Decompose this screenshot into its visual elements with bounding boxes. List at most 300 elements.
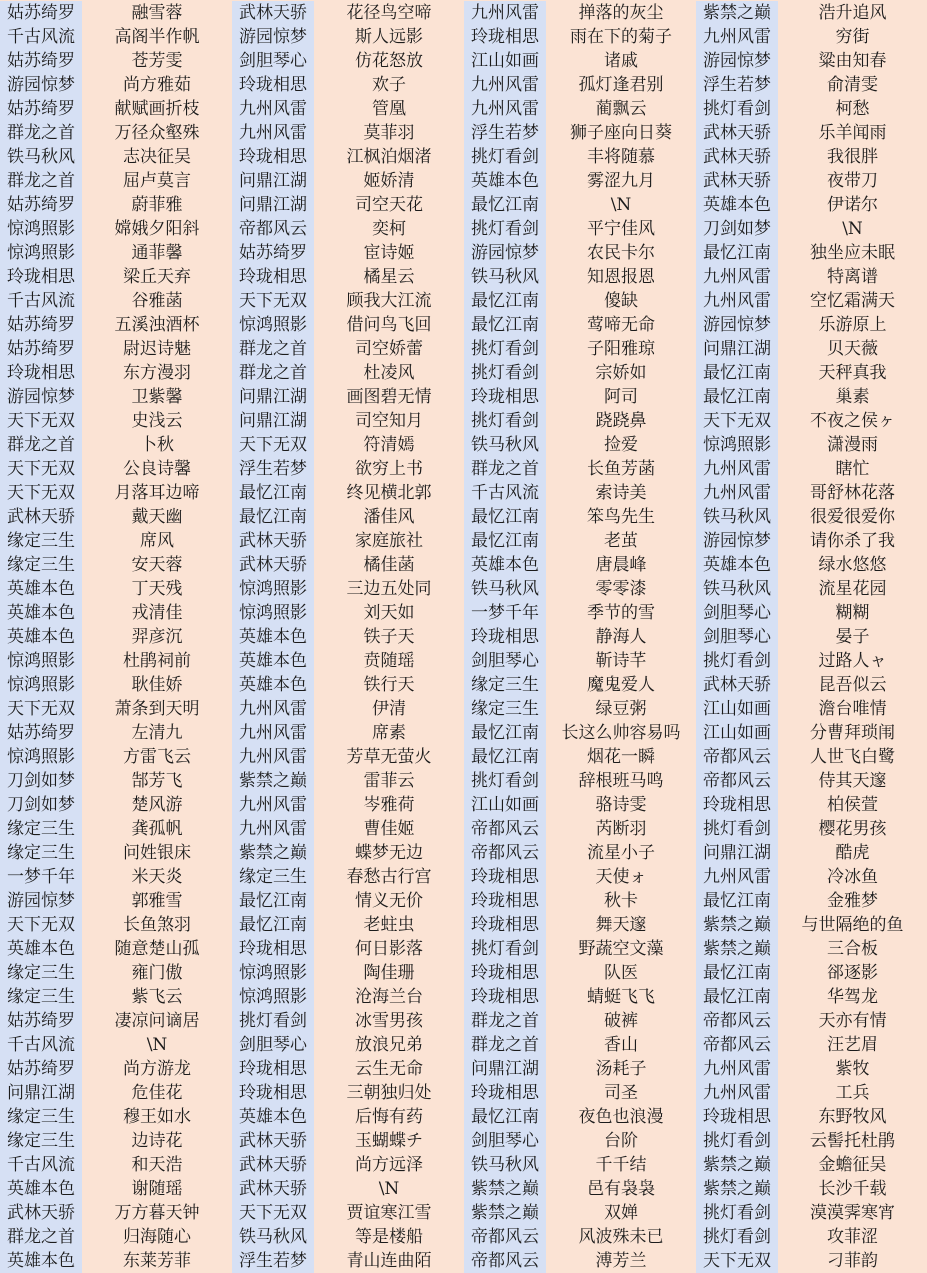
server-name-cell: 英雄本色: [0, 1249, 82, 1273]
server-name-cell: 刀剑如梦: [0, 793, 82, 817]
server-name-cell: 惊鸿照影: [232, 313, 314, 337]
server-name-cell: 玲珑相思: [232, 145, 314, 169]
role-name-cell: 老蛀虫: [314, 913, 464, 937]
server-name-cell: 铁马秋风: [464, 577, 546, 601]
server-name-cell: 问鼎江湖: [232, 169, 314, 193]
role-name-cell: 席风: [82, 529, 232, 553]
server-name-cell: 玲珑相思: [696, 793, 778, 817]
role-name-cell: 卫紫馨: [82, 385, 232, 409]
role-name-cell: 潇漫雨: [778, 433, 927, 457]
server-name-cell: 最忆江南: [232, 889, 314, 913]
server-name-cell: 缘定三生: [0, 817, 82, 841]
server-name-cell: 玲珑相思: [464, 961, 546, 985]
role-name-cell: 晏子: [778, 625, 927, 649]
server-name-cell: 九州风雷: [232, 697, 314, 721]
role-name-cell: 高阁半作帆: [82, 25, 232, 49]
server-name-cell: 武林天骄: [232, 1, 314, 25]
server-name-cell: 武林天骄: [696, 121, 778, 145]
server-name-cell: 紫禁之巅: [464, 1177, 546, 1201]
server-name-cell: 江山如画: [696, 721, 778, 745]
server-name-cell: 惊鸿照影: [0, 649, 82, 673]
server-name-cell: 游园惊梦: [0, 889, 82, 913]
role-name-cell: 公良诗馨: [82, 457, 232, 481]
role-name-cell: 冰雪男孩: [314, 1009, 464, 1033]
server-name-cell: 挑灯看剑: [696, 97, 778, 121]
server-name-cell: 九州风雷: [232, 745, 314, 769]
server-name-cell: 玲珑相思: [464, 1081, 546, 1105]
server-name-cell: 挑灯看剑: [464, 769, 546, 793]
role-name-cell: 龚孤帆: [82, 817, 232, 841]
server-name-cell: 九州风雷: [696, 25, 778, 49]
server-name-cell: 姑苏绮罗: [0, 1, 82, 25]
server-name-cell: 玲珑相思: [464, 25, 546, 49]
role-name-cell: 雍门傲: [82, 961, 232, 985]
role-name-cell: \N: [778, 217, 927, 241]
server-name-cell: 玲珑相思: [0, 265, 82, 289]
role-name-cell: 志决征吴: [82, 145, 232, 169]
server-name-cell: 姑苏绮罗: [0, 337, 82, 361]
role-name-cell: 万方暮天钟: [82, 1201, 232, 1225]
role-name-cell: 紫牧: [778, 1057, 927, 1081]
role-name-cell: 紫飞云: [82, 985, 232, 1009]
role-name-cell: 米天炎: [82, 865, 232, 889]
role-name-cell: 穆王如水: [82, 1105, 232, 1129]
server-name-cell: 惊鸿照影: [232, 961, 314, 985]
server-name-cell: 帝都风云: [696, 1009, 778, 1033]
server-name-cell: 挑灯看剑: [696, 1129, 778, 1153]
role-name-cell: 等是楼船: [314, 1225, 464, 1249]
server-name-cell: 天下无双: [0, 481, 82, 505]
server-name-cell: 玲珑相思: [232, 265, 314, 289]
server-name-cell: 挑灯看剑: [464, 409, 546, 433]
role-name-cell: 长沙千载: [778, 1177, 927, 1201]
server-name-cell: 江山如画: [464, 793, 546, 817]
server-name-cell: 铁马秋风: [464, 1153, 546, 1177]
role-name-cell: 金雅梦: [778, 889, 927, 913]
role-name-cell: 攻菲涩: [778, 1225, 927, 1249]
server-name-cell: 英雄本色: [696, 553, 778, 577]
server-name-cell: 群龙之首: [0, 433, 82, 457]
role-name-cell: 仿花怒放: [314, 49, 464, 73]
role-name-cell: 雷菲云: [314, 769, 464, 793]
role-name-cell: 靳诗芊: [546, 649, 696, 673]
server-name-cell: 天下无双: [0, 409, 82, 433]
role-name-cell: 伊诺尔: [778, 193, 927, 217]
role-name-cell: 溥芳兰: [546, 1249, 696, 1273]
role-name-cell: 与世隔绝的鱼: [778, 913, 927, 937]
server-name-cell: 缘定三生: [0, 985, 82, 1009]
server-name-cell: 惊鸿照影: [232, 601, 314, 625]
role-name-cell: 郤逐影: [778, 961, 927, 985]
server-name-cell: 玲珑相思: [0, 361, 82, 385]
role-name-cell: 野蔬空文藻: [546, 937, 696, 961]
role-name-cell: 屈卢莫言: [82, 169, 232, 193]
server-name-cell: 剑胆琴心: [232, 1033, 314, 1057]
server-name-cell: 群龙之首: [232, 337, 314, 361]
server-name-cell: 惊鸿照影: [696, 433, 778, 457]
server-name-cell: 游园惊梦: [696, 529, 778, 553]
role-name-cell: 刁菲韵: [778, 1249, 927, 1273]
server-name-cell: 缘定三生: [464, 697, 546, 721]
server-name-cell: 玲珑相思: [464, 385, 546, 409]
role-name-cell: 独坐应未眠: [778, 241, 927, 265]
role-name-cell: 秋卡: [546, 889, 696, 913]
server-name-cell: 一梦千年: [464, 601, 546, 625]
server-name-cell: 问鼎江湖: [232, 409, 314, 433]
role-name-cell: 辞根班马鸣: [546, 769, 696, 793]
server-name-cell: 挑灯看剑: [464, 145, 546, 169]
role-name-cell: 柏侯萱: [778, 793, 927, 817]
role-name-cell: 流星小子: [546, 841, 696, 865]
server-name-cell: 刀剑如梦: [696, 217, 778, 241]
role-name-cell: 尚方游龙: [82, 1057, 232, 1081]
server-name-cell: 武林天骄: [0, 1201, 82, 1225]
role-name-cell: 梁丘天弃: [82, 265, 232, 289]
server-name-cell: 最忆江南: [464, 745, 546, 769]
role-name-cell: 岑雅荷: [314, 793, 464, 817]
role-name-cell: 云髻托杜鹃: [778, 1129, 927, 1153]
server-name-cell: 挑灯看剑: [696, 817, 778, 841]
role-name-cell: 萧条到天明: [82, 697, 232, 721]
role-name-cell: 澹台唯情: [778, 697, 927, 721]
role-name-cell: 诸戚: [546, 49, 696, 73]
role-name-cell: 侍其天邃: [778, 769, 927, 793]
role-name-cell: 借问鸟飞回: [314, 313, 464, 337]
role-name-cell: 香山: [546, 1033, 696, 1057]
role-name-cell: 很爱很爱你: [778, 505, 927, 529]
server-name-cell: 群龙之首: [0, 121, 82, 145]
server-name-cell: 帝都风云: [464, 841, 546, 865]
role-name-cell: 献赋画折枝: [82, 97, 232, 121]
role-name-cell: 工兵: [778, 1081, 927, 1105]
server-name-cell: 九州风雷: [696, 481, 778, 505]
role-name-cell: 苍芳雯: [82, 49, 232, 73]
server-name-cell: 铁马秋风: [464, 265, 546, 289]
server-name-cell: 千古风流: [0, 1033, 82, 1057]
role-name-cell: 丰将随慕: [546, 145, 696, 169]
server-name-cell: 帝都风云: [464, 817, 546, 841]
role-name-cell: 绿水悠悠: [778, 553, 927, 577]
role-name-cell: 知恩报恩: [546, 265, 696, 289]
role-name-cell: 东野牧风: [778, 1105, 927, 1129]
role-name-cell: 天秤真我: [778, 361, 927, 385]
role-name-cell: 雨在下的菊子: [546, 25, 696, 49]
role-name-cell: 铁行天: [314, 673, 464, 697]
role-name-cell: 我很胖: [778, 145, 927, 169]
server-name-cell: 铁马秋风: [696, 577, 778, 601]
server-name-cell: 最忆江南: [232, 505, 314, 529]
server-name-cell: 铁马秋风: [232, 1225, 314, 1249]
role-name-cell: 放浪兄弟: [314, 1033, 464, 1057]
server-name-cell: 姑苏绮罗: [0, 1057, 82, 1081]
server-name-cell: 游园惊梦: [696, 313, 778, 337]
role-name-cell: 瞎忙: [778, 457, 927, 481]
server-name-cell: 群龙之首: [464, 1033, 546, 1057]
server-name-cell: 群龙之首: [232, 361, 314, 385]
role-name-cell: 凄凉问谪居: [82, 1009, 232, 1033]
role-name-cell: 橘星云: [314, 265, 464, 289]
server-name-cell: 剑胆琴心: [696, 625, 778, 649]
server-name-cell: 九州风雷: [696, 457, 778, 481]
server-name-cell: 千古风流: [0, 1153, 82, 1177]
server-name-cell: 紫禁之巅: [232, 769, 314, 793]
role-name-cell: 平宁佳风: [546, 217, 696, 241]
server-name-cell: 天下无双: [232, 433, 314, 457]
server-name-cell: 惊鸿照影: [0, 241, 82, 265]
server-name-cell: 群龙之首: [0, 1225, 82, 1249]
role-name-cell: 空忆霜满天: [778, 289, 927, 313]
role-name-cell: 奕柯: [314, 217, 464, 241]
role-name-cell: 左清九: [82, 721, 232, 745]
server-name-cell: 武林天骄: [232, 1153, 314, 1177]
server-name-cell: 群龙之首: [464, 1009, 546, 1033]
server-name-cell: 缘定三生: [0, 529, 82, 553]
role-name-cell: 长鱼芳菡: [546, 457, 696, 481]
role-name-cell: 粱由知春: [778, 49, 927, 73]
server-name-cell: 武林天骄: [0, 505, 82, 529]
server-name-cell: 问鼎江湖: [696, 337, 778, 361]
role-name-cell: 嫦娥夕阳斜: [82, 217, 232, 241]
server-name-cell: 游园惊梦: [464, 241, 546, 265]
role-name-cell: 贲随瑶: [314, 649, 464, 673]
role-name-cell: \N: [546, 193, 696, 217]
role-name-cell: 楚风游: [82, 793, 232, 817]
server-name-cell: 挑灯看剑: [464, 937, 546, 961]
server-name-cell: 玲珑相思: [464, 625, 546, 649]
role-name-cell: 耿佳娇: [82, 673, 232, 697]
role-name-cell: 天亦有情: [778, 1009, 927, 1033]
server-name-cell: 玲珑相思: [696, 1105, 778, 1129]
server-name-cell: 玲珑相思: [232, 1057, 314, 1081]
server-name-cell: 九州风雷: [696, 289, 778, 313]
role-name-cell: 零零漆: [546, 577, 696, 601]
server-name-cell: 英雄本色: [464, 553, 546, 577]
role-name-cell: 欲穷上书: [314, 457, 464, 481]
role-name-cell: 昆吾似云: [778, 673, 927, 697]
server-name-cell: 缘定三生: [0, 553, 82, 577]
server-name-cell: 九州风雷: [696, 1081, 778, 1105]
role-name-cell: 过路人ャ: [778, 649, 927, 673]
role-name-cell: 汪艺眉: [778, 1033, 927, 1057]
server-name-cell: 最忆江南: [696, 385, 778, 409]
role-name-cell: 边诗花: [82, 1129, 232, 1153]
role-name-cell: 糊糊: [778, 601, 927, 625]
server-name-cell: 浮生若梦: [696, 73, 778, 97]
role-name-cell: 何日影落: [314, 937, 464, 961]
server-name-cell: 挑灯看剑: [696, 649, 778, 673]
server-name-cell: 江山如画: [696, 697, 778, 721]
role-name-cell: 蝶梦无边: [314, 841, 464, 865]
role-name-cell: 杜凌风: [314, 361, 464, 385]
server-name-cell: 姑苏绮罗: [0, 1009, 82, 1033]
role-name-cell: 融雪蓉: [82, 1, 232, 25]
role-name-cell: 队医: [546, 961, 696, 985]
role-name-cell: 沧海兰台: [314, 985, 464, 1009]
server-name-cell: 剑胆琴心: [696, 601, 778, 625]
server-name-cell: 问鼎江湖: [464, 1057, 546, 1081]
server-name-cell: 游园惊梦: [0, 385, 82, 409]
server-name-cell: 惊鸿照影: [0, 217, 82, 241]
role-name-cell: 五溪浊酒杯: [82, 313, 232, 337]
role-name-cell: 陶佳珊: [314, 961, 464, 985]
server-name-cell: 挑灯看剑: [464, 361, 546, 385]
role-name-cell: 东方漫羽: [82, 361, 232, 385]
server-name-cell: 天下无双: [232, 289, 314, 313]
role-name-cell: 后悔有药: [314, 1105, 464, 1129]
role-name-cell: 邑有袅袅: [546, 1177, 696, 1201]
role-name-cell: 春愁古行宫: [314, 865, 464, 889]
server-name-cell: 江山如画: [464, 49, 546, 73]
role-name-cell: 席素: [314, 721, 464, 745]
role-name-cell: 孤灯逢君别: [546, 73, 696, 97]
role-name-cell: 伊清: [314, 697, 464, 721]
role-name-cell: 司空天花: [314, 193, 464, 217]
server-name-cell: 武林天骄: [696, 169, 778, 193]
server-name-cell: 千古风流: [0, 25, 82, 49]
role-name-cell: 司空知月: [314, 409, 464, 433]
role-name-cell: 司空娇蕾: [314, 337, 464, 361]
role-name-cell: 傻缺: [546, 289, 696, 313]
role-name-cell: 唐晨峰: [546, 553, 696, 577]
role-name-cell: 史浅云: [82, 409, 232, 433]
role-name-cell: 漠漠霁寒宵: [778, 1201, 927, 1225]
role-name-cell: 丁天残: [82, 577, 232, 601]
role-name-cell: 尚方远泽: [314, 1153, 464, 1177]
role-name-cell: 芮断羽: [546, 817, 696, 841]
role-name-cell: 流星花园: [778, 577, 927, 601]
role-name-cell: 危佳花: [82, 1081, 232, 1105]
server-name-cell: 群龙之首: [464, 457, 546, 481]
role-name-cell: 万径众壑殊: [82, 121, 232, 145]
server-name-table: [0, 1, 927, 1273]
server-name-cell: 挑灯看剑: [464, 337, 546, 361]
role-name-cell: 穷街: [778, 25, 927, 49]
role-name-cell: 铁子天: [314, 625, 464, 649]
role-name-cell: 雾涩九月: [546, 169, 696, 193]
server-name-cell: 最忆江南: [464, 313, 546, 337]
role-name-cell: 骆诗雯: [546, 793, 696, 817]
role-name-cell: 姬娇清: [314, 169, 464, 193]
role-name-cell: 乐游原上: [778, 313, 927, 337]
server-name-cell: 最忆江南: [696, 985, 778, 1009]
role-name-cell: 分曹拜琐闱: [778, 721, 927, 745]
server-name-cell: 英雄本色: [0, 577, 82, 601]
server-name-cell: 浮生若梦: [232, 457, 314, 481]
server-name-cell: 挑灯看剑: [232, 1009, 314, 1033]
server-name-cell: 玲珑相思: [464, 889, 546, 913]
server-name-cell: 九州风雷: [464, 97, 546, 121]
server-name-cell: 铁马秋风: [464, 433, 546, 457]
server-name-cell: 九州风雷: [696, 865, 778, 889]
server-name-cell: 英雄本色: [232, 1105, 314, 1129]
role-name-cell: 欢子: [314, 73, 464, 97]
role-name-cell: 长这么帅容易吗: [546, 721, 696, 745]
role-name-cell: 曹佳姬: [314, 817, 464, 841]
server-name-cell: 英雄本色: [232, 673, 314, 697]
server-name-cell: 玲珑相思: [232, 937, 314, 961]
server-name-cell: 最忆江南: [464, 721, 546, 745]
server-name-cell: 九州风雷: [464, 73, 546, 97]
server-name-cell: 最忆江南: [696, 961, 778, 985]
role-name-cell: \N: [314, 1177, 464, 1201]
role-name-cell: 戴天幽: [82, 505, 232, 529]
server-name-cell: 群龙之首: [0, 169, 82, 193]
role-name-cell: 三边五处同: [314, 577, 464, 601]
role-name-cell: 问姓银床: [82, 841, 232, 865]
server-name-cell: 玲珑相思: [232, 73, 314, 97]
role-name-cell: 三合板: [778, 937, 927, 961]
role-name-cell: 青山连曲陌: [314, 1249, 464, 1273]
server-name-cell: 帝都风云: [464, 1249, 546, 1273]
server-name-cell: 惊鸿照影: [0, 673, 82, 697]
role-name-cell: 终见横北郭: [314, 481, 464, 505]
role-name-cell: 柯愁: [778, 97, 927, 121]
role-name-cell: 尉迟诗魅: [82, 337, 232, 361]
role-name-cell: 绿豆粥: [546, 697, 696, 721]
role-name-cell: 符清嫣: [314, 433, 464, 457]
role-name-cell: 情义无价: [314, 889, 464, 913]
server-name-cell: 玲珑相思: [464, 985, 546, 1009]
server-name-cell: 帝都风云: [696, 769, 778, 793]
role-name-cell: 刘天如: [314, 601, 464, 625]
server-name-cell: 挑灯看剑: [464, 217, 546, 241]
server-name-cell: 最忆江南: [232, 913, 314, 937]
server-name-cell: 武林天骄: [696, 145, 778, 169]
role-name-cell: 潘佳风: [314, 505, 464, 529]
server-name-cell: 最忆江南: [464, 193, 546, 217]
role-name-cell: 浩升追风: [778, 1, 927, 25]
role-name-cell: 月落耳边啼: [82, 481, 232, 505]
server-name-cell: 玲珑相思: [464, 865, 546, 889]
role-name-cell: 阿司: [546, 385, 696, 409]
server-name-cell: 最忆江南: [464, 505, 546, 529]
role-name-cell: 冷冰鱼: [778, 865, 927, 889]
server-name-cell: 浮生若梦: [464, 121, 546, 145]
server-name-cell: 天下无双: [696, 1249, 778, 1273]
role-name-cell: 双婵: [546, 1201, 696, 1225]
server-name-cell: 剑胆琴心: [464, 649, 546, 673]
server-name-cell: 姑苏绮罗: [0, 193, 82, 217]
role-name-cell: 莺啼无命: [546, 313, 696, 337]
role-name-cell: 归海随心: [82, 1225, 232, 1249]
server-name-cell: 问鼎江湖: [0, 1081, 82, 1105]
server-name-cell: 英雄本色: [0, 937, 82, 961]
server-name-cell: 缘定三生: [0, 841, 82, 865]
server-name-cell: 最忆江南: [464, 1105, 546, 1129]
server-name-cell: 最忆江南: [696, 361, 778, 385]
server-name-cell: 惊鸿照影: [232, 577, 314, 601]
role-name-cell: 樱花男孩: [778, 817, 927, 841]
server-name-cell: 缘定三生: [0, 1129, 82, 1153]
role-name-cell: 夜带刀: [778, 169, 927, 193]
role-name-cell: 乐羊闻雨: [778, 121, 927, 145]
server-name-cell: 姑苏绮罗: [0, 721, 82, 745]
role-name-cell: 卜秋: [82, 433, 232, 457]
role-name-cell: 通菲馨: [82, 241, 232, 265]
server-name-cell: 缘定三生: [464, 673, 546, 697]
role-name-cell: 安天蓉: [82, 553, 232, 577]
role-name-cell: 风波殊未已: [546, 1225, 696, 1249]
role-name-cell: 顾我大江流: [314, 289, 464, 313]
role-name-cell: 谢随瑶: [82, 1177, 232, 1201]
role-name-cell: 静海人: [546, 625, 696, 649]
server-name-cell: 英雄本色: [0, 625, 82, 649]
role-name-cell: 戎清佳: [82, 601, 232, 625]
role-name-cell: 酷虎: [778, 841, 927, 865]
role-name-cell: 老茧: [546, 529, 696, 553]
server-name-cell: 帝都风云: [696, 745, 778, 769]
server-name-cell: 九州风雷: [232, 121, 314, 145]
